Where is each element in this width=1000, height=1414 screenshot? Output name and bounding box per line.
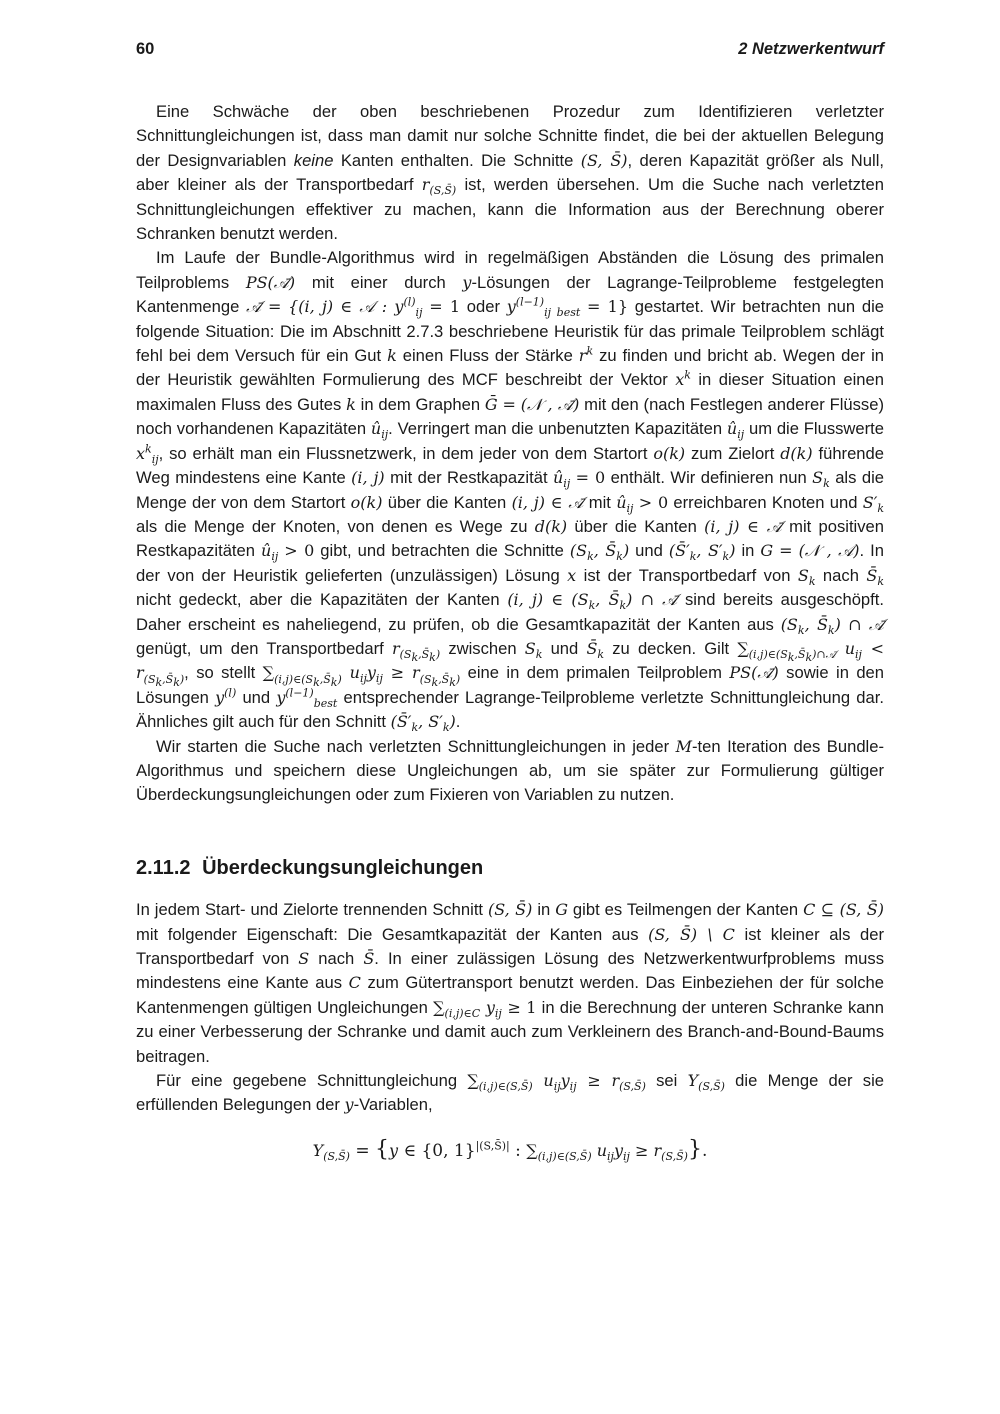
display-equation: $Y_{(S,S̄)} = \{y$ ∈ {0, 1}$^{|(S,S̄)|}$ : $\sum_{(i,j)\in(S,S̄)}$ $u_{ij}y_{ij} \ge r_{(S,S̄)}$}. — [312, 1136, 708, 1164]
section-number: 2.11.2 — [136, 856, 191, 879]
paragraph-3: Wir starten die Suche nach verletzten Schnittungleichungen in jeder M-ten Iteration des Bundle-Algorithmus und speichern diese Ungleichungen ab, um sie später zur Formulierung gültiger Überdeckungsungleichungen oder zum Fixieren von Variablen zu nutzen. — [136, 736, 884, 805]
section-title: Überdeckungsungleichungen — [202, 856, 484, 879]
page-number: 60 — [136, 40, 155, 58]
paragraph-1: Eine Schwäche der oben beschriebenen Prozedur zum Identifizieren verletzter Schnittungleichungen ist, dass man damit nur solche Schnitte findet, die bei der aktuellen Belegung der Designvariablen keine Kanten enthalten. Die Schnitte (S, S̄), deren Kapazität größer als Null, aber kleiner als der Transportbedarf $r_{(S,S̄)}$ ist, werden übersehen. Um die Suche nach verletzten Schnittungleichungen effektiver zu machen, kann die Information aus der Berechnung oberer Schranken benutzt werden. — [136, 102, 885, 244]
chapter-title: 2 Netzwerkentwurf — [738, 40, 884, 58]
running-header — [136, 40, 884, 62]
section-heading — [136, 856, 884, 880]
paragraph-2: Im Laufe der Bundle-Algorithmus wird in regelmäßigen Abständen die Lösung des primalen Teilproblems PS(𝒜̄) mit einer durch y-Lösungen der Lagrange-Teilprobleme festgelegten Kantenmenge 𝒜̄ = {(i, j) ∈ 𝒜 : $y^{(l)}_{ij} = 1$ oder $y^{(l-1)}_{ij best} = 1$} gestartet. Wir betrachten nun die folgende Situation: Die im Abschnitt 2.7.3 beschriebene Heuristik für das primale Teilproblem schlägt fehl bei dem Versuch für ein Gut k einen Fluss der Stärke $r^k$ zu finden und bricht ab. Wegen der in der Heuristik gewählten Formulierung des MCF beschreibt der Vektor $x^k$ in dieser Situation einen maximalen Fluss des Gutes k in dem Graphen Ḡ = (𝒩 , 𝒜̄) mit den (nach Festlegen anderer Flüsse) noch vorhandenen Kapazitäten $û_{ij}$. Verringert man die unbenutzten Kapazitäten $û_{ij}$ um die Flusswerte $x^k_{ij}$, so erhält man ein Flussnetzwerk, in dem jeder von dem Startort o(k) zum Zielort d(k) führende Weg mindestens eine Kante (i, j) mit der Restkapazität $û_{ij} = 0$ enthält. Wir definieren nun $S_k$ als die Menge der von dem Startort o(k) über die Kanten (i, j) ∈ 𝒜̄ mit $û_{ij} > 0$ erreichbaren Knoten und $S'_k$ als die Menge der Knoten, von denen es Wege zu d(k) über die Kanten (i, j) ∈ 𝒜̄ mit positiven Restkapazitäten $û_{ij} > 0$ gibt, und betrachten die Schnitte ($S_k$, $S̄_k$) und ($S̄'_k$, $S'_k$) in G = (𝒩 , 𝒜). In der von der Heuristik gelieferten (unzulässigen) Lösung x ist der Transportbedarf von $S_k$ nach $S̄_k$ nicht gedeckt, aber die Kapazitäten der Kanten (i, j) ∈ ($S_k$, $S̄_k$) ∩ 𝒜̄ sind bereits ausgeschöpft. Daher erscheint es naheliegend, zu prüfen, ob die Gesamtkapazität der Kanten aus ($S_k$, $S̄_k$) ∩ 𝒜̄ genügt, um den Transportbedarf $r_{(S_k,S̄_k)}$ zwischen $S_k$ und $S̄_k$ zu decken. Gilt $\sum_{(i,j)\in(S_k,S̄_k)\cap 𝒜̄}$ $u_{ij} < r_{(S_k,S̄_k)}$, so stellt $\sum_{(i,j)\in(S_k,S̄_k)}$ $u_{ij}y_{ij} \ge r_{(S_k,S̄_k)}$ eine in dem primalen Teilproblem PS(𝒜̄) sowie in den Lösungen $y^{(l)}$ und $y^{(l-1)}_{best}$ entsprechender Lagrange-Teilprobleme verletzte Schnittungleichung dar. Ähnliches gilt auch für den Schnitt ($S̄'_k$, $S'_k$). — [136, 248, 885, 735]
paragraph-4: In jedem Start- und Zielorte trennenden Schnitt (S, S̄) in G gibt es Teilmengen der Kanten C ⊆ (S, S̄) mit folgender Eigenschaft: Die Gesamtkapazität der Kanten aus (S, S̄) \ C ist kleiner als der Transportbedarf von S nach S̄. In einer zulässigen Lösung des Netzwerkentwurfproblems muss mindestens eine Kante aus C zum Gütertransport benutzt werden. Das Einbeziehen der für solche Kantenmengen gültigen Ungleichungen $\sum_{(i,j)\in C}$ $y_{ij} \ge 1$ in die Berechnung der unteren Schranke kann zu einer Verbesserung der Schranke und damit auch zum Verkleinern des Branch-and-Bound-Baums beitragen. — [136, 900, 884, 1066]
body-text — [136, 100, 884, 1163]
paragraph-5: Für eine gegebene Schnittungleichung $\sum_{(i,j)\in(S,S̄)}$ $u_{ij}y_{ij} \ge r_{(S,S̄)}$ sei $Y_{(S,S̄)}$ die Menge der sie erfüllenden Belegungen der y-Variablen, — [136, 1071, 885, 1115]
